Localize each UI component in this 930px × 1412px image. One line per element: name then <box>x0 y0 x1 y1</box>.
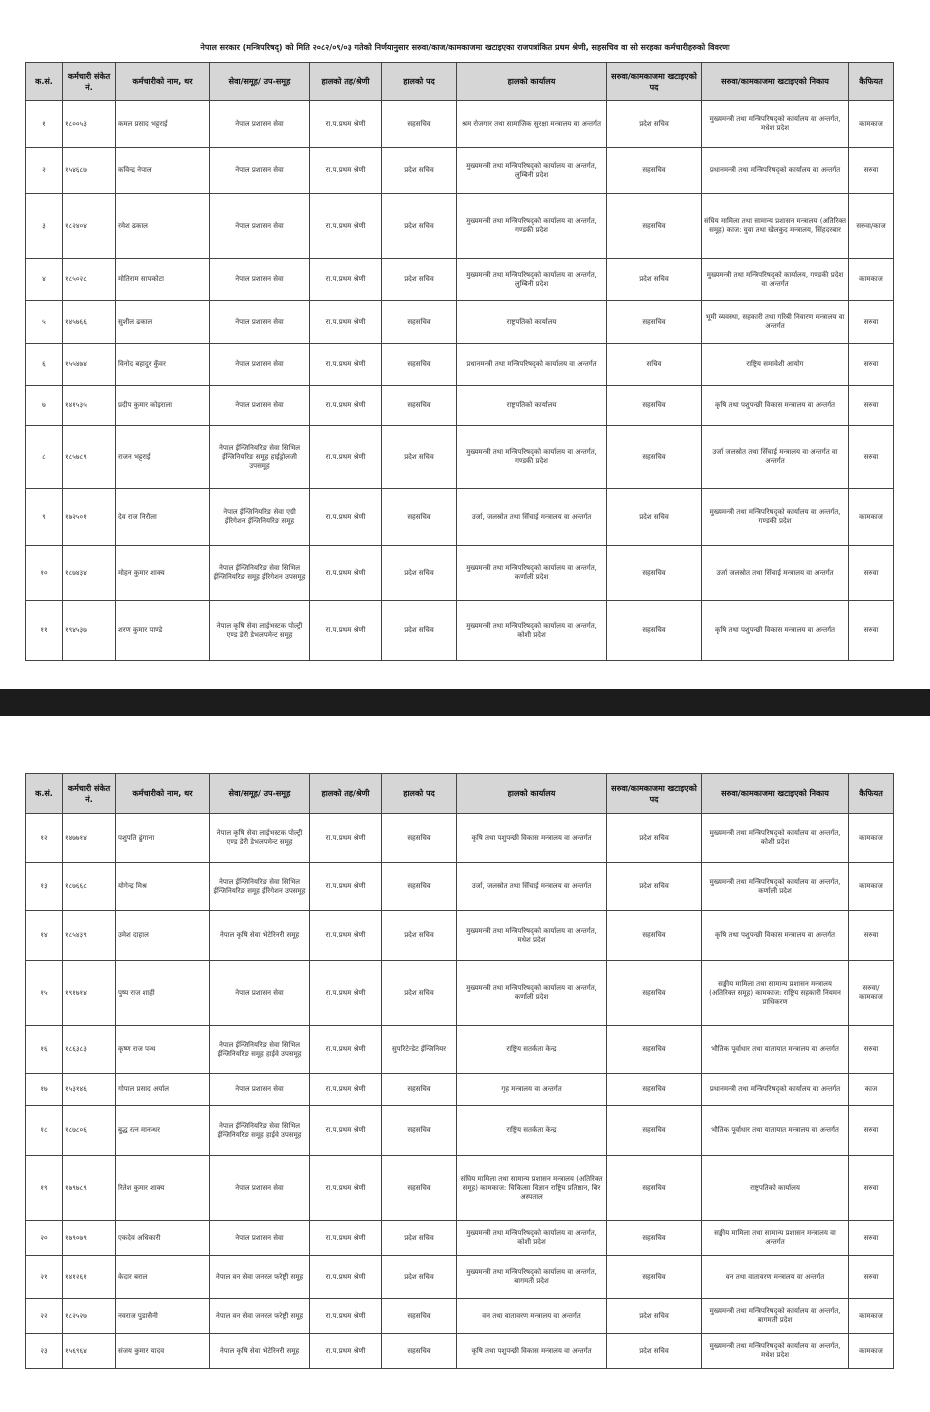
cell-current-office: मुख्यमन्त्री तथा मन्त्रिपरिषद्को कार्यालय वा अन्तर्गत, कर्णाली प्रदेश <box>457 546 607 601</box>
cell-remarks: सरुवा <box>849 426 894 489</box>
cell-current-level: रा.प.प्रथम श्रेणी <box>310 1074 382 1106</box>
table-row <box>26 961 894 1026</box>
cell-employee-code: १८७८०६ <box>63 1106 116 1156</box>
cell-current-level: रा.प.प्रथम श्रेणी <box>310 301 382 344</box>
cell-employee-code: १८५०२८ <box>63 259 116 301</box>
cell-employee-name: पुष्प राज शाही <box>116 961 210 1026</box>
cell-service-group: नेपाल ईन्जिनियरिङ सेवा सिभिल ईन्जिनियरिङ समूह हाईवे उपसमूह <box>210 1106 310 1156</box>
header-row <box>26 63 894 101</box>
cell-remarks: सरुवा <box>849 344 894 386</box>
cell-service-group: नेपाल प्रशासन सेवा <box>210 1074 310 1106</box>
cell-current-office: मुख्यमन्त्री तथा मन्त्रिपरिषद्को कार्यालय वा अन्तर्गत, गण्डकी प्रदेश <box>457 426 607 489</box>
cell-current-post: सहसचिव <box>382 489 457 546</box>
cell-current-office: गृह मन्त्रालय वा अन्तर्गत <box>457 1074 607 1106</box>
cell-assigned-office: उर्जा जलस्रोत तथा सिँचाई मन्त्रालय वा अन्तर्गत वा अन्तर्गत <box>702 426 849 489</box>
cell-remarks: सरुवा <box>849 148 894 194</box>
cell-employee-code: १४१५३५ <box>63 386 116 426</box>
transfer-table-page-2 <box>25 773 894 1369</box>
cell-employee-name: कृष्ण राज पन्थ <box>116 1026 210 1074</box>
table-row <box>26 386 894 426</box>
cell-current-level: रा.प.प्रथम श्रेणी <box>310 1221 382 1256</box>
cell-assigned-office: सङ्घीय मामिला तथा सामान्य प्रशासन मन्त्रालय वा अन्तर्गत <box>702 1221 849 1256</box>
table-row <box>26 301 894 344</box>
cell-current-post: सहसचिव <box>382 814 457 863</box>
cell-remarks: कामकाज <box>849 863 894 911</box>
cell-assigned-post: सहसचिव <box>607 1106 702 1156</box>
cell-current-office: मुख्यमन्त्री तथा मन्त्रिपरिषद्को कार्यालय वा अन्तर्गत, कर्णाली प्रदेश <box>457 961 607 1026</box>
cell-current-office: मुख्यमन्त्री तथा मन्त्रिपरिषद्को कार्यालय वा अन्तर्गत, कोशी प्रदेश <box>457 601 607 661</box>
table-row <box>26 344 894 386</box>
cell-service-group: नेपाल वन सेवा जनरल फरेष्ट्री समूह <box>210 1299 310 1334</box>
cell-employee-code: १९१७१४ <box>63 961 116 1026</box>
cell-current-office: कृषि तथा पशुपन्छी विकास मन्त्रालय वा अन्तर्गत <box>457 1334 607 1369</box>
cell-serial-number: ५ <box>26 301 63 344</box>
cell-current-level: रा.प.प्रथम श्रेणी <box>310 489 382 546</box>
cell-remarks: काज <box>849 1074 894 1106</box>
cell-service-group: नेपाल प्रशासन सेवा <box>210 101 310 148</box>
cell-assigned-post: प्रदेश सचिव <box>607 1334 702 1369</box>
cell-employee-name: सुशील ढकाल <box>116 301 210 344</box>
column-header-current-office: हालको कार्यालय <box>457 774 607 814</box>
cell-service-group: नेपाल प्रशासन सेवा <box>210 194 310 259</box>
cell-assigned-office: प्रधानमन्त्री तथा मन्त्रिपरिषद्को कार्यालय वा अन्तर्गत <box>702 1074 849 1106</box>
cell-assigned-post: सहसचिव <box>607 1256 702 1299</box>
cell-employee-name: विनोद बहादुर कुँवर <box>116 344 210 386</box>
cell-employee-name: रितेश कुमार शाक्य <box>116 1156 210 1221</box>
cell-employee-code: १४५७६६ <box>63 301 116 344</box>
cell-current-level: रा.प.प्रथम श्रेणी <box>310 814 382 863</box>
cell-service-group: नेपाल ईन्जिनियरिङ सेवा सिभिल ईन्जिनियरिङ समूह ईरिगेशन उपसमूह <box>210 863 310 911</box>
cell-current-post: सहसचिव <box>382 863 457 911</box>
cell-employee-name: एकदेव अधिकारी <box>116 1221 210 1256</box>
cell-assigned-post: सचिव <box>607 344 702 386</box>
cell-current-post: प्रदेश सचिव <box>382 194 457 259</box>
cell-current-level: रा.प.प्रथम श्रेणी <box>310 1106 382 1156</box>
cell-current-post: सहसचिव <box>382 344 457 386</box>
cell-serial-number: ६ <box>26 344 63 386</box>
cell-serial-number: १४ <box>26 911 63 961</box>
table-row <box>26 911 894 961</box>
cell-employee-code: १४१२६१ <box>63 1256 116 1299</box>
cell-remarks: सरुवा <box>849 1106 894 1156</box>
cell-employee-name: नवराज पुडासैनी <box>116 1299 210 1334</box>
column-header-current-level: हालको तह/श्रेणी <box>310 63 382 101</box>
cell-employee-code: १८७६६८ <box>63 863 116 911</box>
cell-current-post: सहसचिव <box>382 1156 457 1221</box>
document-title: नेपाल सरकार (मन्त्रिपरिषद्) को मिति २०८२/०९/०३ गतेको निर्णयानुसार सरुवा/काज/कामकाजमा खटाइएका राजपत्रांकित प्रथम श्रेणी, सहसचिव वा सो सरहका कर्मचारीहरुको विवरणः <box>200 43 730 52</box>
cell-assigned-office: कृषि तथा पशुपन्छी विकास मन्त्रालय वा अन्तर्गत <box>702 911 849 961</box>
cell-remarks: सरुवा/काज <box>849 194 894 259</box>
cell-remarks: सरुवा <box>849 1221 894 1256</box>
cell-current-office: मुख्यमन्त्री तथा मन्त्रिपरिषद्को कार्यालय वा अन्तर्गत, लुम्बिनी प्रदेश <box>457 148 607 194</box>
cell-assigned-office: मुख्यमन्त्री तथा मन्त्रिपरिषद्को कार्यालय वा अन्तर्गत, गण्डकी प्रदेश <box>702 489 849 546</box>
cell-employee-name: पशुपति ढुंगाना <box>116 814 210 863</box>
cell-serial-number: ८ <box>26 426 63 489</box>
cell-assigned-post: प्रदेश सचिव <box>607 101 702 148</box>
cell-serial-number: ११ <box>26 601 63 661</box>
cell-assigned-post: प्रदेश सचिव <box>607 1299 702 1334</box>
table-row <box>26 1256 894 1299</box>
cell-serial-number: ४ <box>26 259 63 301</box>
cell-current-level: रा.प.प्रथम श्रेणी <box>310 194 382 259</box>
cell-employee-code: १४७७१४ <box>63 814 116 863</box>
cell-assigned-office: मुख्यमन्त्री तथा मन्त्रिपरिषद्को कार्यालय वा अन्तर्गत, कोशी प्रदेश <box>702 814 849 863</box>
cell-assigned-office: मुख्यमन्त्री तथा मन्त्रिपरिषद्को कार्यालय वा अन्तर्गत, बागमती प्रदेश <box>702 1299 849 1334</box>
cell-current-office: राष्ट्रपतिको कार्यालय <box>457 301 607 344</box>
cell-service-group: नेपाल प्रशासन सेवा <box>210 148 310 194</box>
cell-current-level: रा.प.प्रथम श्रेणी <box>310 1156 382 1221</box>
cell-remarks: कामकाज <box>849 259 894 301</box>
cell-service-group: नेपाल कृषि सेवा भेटेरिनरी समूह <box>210 1334 310 1369</box>
cell-current-post: सहसचिव <box>382 1299 457 1334</box>
column-header-remarks: कैफियत <box>849 63 894 101</box>
cell-assigned-office: भौतिक पूर्वाधार तथा यातायात मन्त्रालय वा अन्तर्गत <box>702 1026 849 1074</box>
cell-current-level: रा.प.प्रथम श्रेणी <box>310 546 382 601</box>
cell-current-post: प्रदेश सचिव <box>382 1256 457 1299</box>
cell-serial-number: १६ <box>26 1026 63 1074</box>
cell-current-level: रा.प.प्रथम श्रेणी <box>310 1299 382 1334</box>
page-separator <box>0 689 930 716</box>
cell-employee-code: १५३१४६ <box>63 1074 116 1106</box>
cell-remarks: कामकाज <box>849 489 894 546</box>
column-header-service-group: सेवा/समूह/ उप-समूह <box>210 63 310 101</box>
cell-employee-name: कविन्द्र नेपाल <box>116 148 210 194</box>
cell-current-office: प्रधानमन्त्री तथा मन्त्रिपरिषद्को कार्यालय वा अन्तर्गत <box>457 344 607 386</box>
cell-remarks: सरुवा <box>849 301 894 344</box>
cell-employee-name: देव राज निरौला <box>116 489 210 546</box>
cell-employee-code: १७९०७९ <box>63 1221 116 1256</box>
column-header-remarks: कैफियत <box>849 774 894 814</box>
cell-serial-number: १० <box>26 546 63 601</box>
cell-assigned-office: कृषि तथा पशुपन्छी विकास मन्त्रालय वा अन्तर्गत <box>702 386 849 426</box>
cell-current-post: सहसचिव <box>382 101 457 148</box>
table-row <box>26 1156 894 1221</box>
cell-current-level: रा.प.प्रथम श्रेणी <box>310 426 382 489</box>
cell-current-level: रा.प.प्रथम श्रेणी <box>310 911 382 961</box>
cell-serial-number: १५ <box>26 961 63 1026</box>
cell-assigned-office: मुख्यमन्त्री तथा मन्त्रिपरिषद्को कार्यालय, गण्डकी प्रदेश वा अन्तर्गत <box>702 259 849 301</box>
cell-current-post: सहसचिव <box>382 1106 457 1156</box>
cell-assigned-office: कृषि तथा पशुपन्छी विकास मन्त्रालय वा अन्तर्गत <box>702 601 849 661</box>
cell-employee-name: केदार बराल <box>116 1256 210 1299</box>
cell-service-group: नेपाल कृषि सेवा भेटेरिनरी समूह <box>210 911 310 961</box>
table-row <box>26 259 894 301</box>
cell-employee-code: १९४५३७ <box>63 601 116 661</box>
cell-serial-number: १८ <box>26 1106 63 1156</box>
cell-assigned-office: संघिय मामिला तथा सामान्य प्रशासन मन्त्रालय (अतिरिक्त समूह) काज: युवा तथा खेलकुद मन्त्रालय, सिंहदरबार <box>702 194 849 259</box>
cell-current-office: वन तथा वातावरण मन्त्रालय वा अन्तर्गत <box>457 1299 607 1334</box>
transfer-table-page-1 <box>25 62 894 661</box>
cell-current-office: मुख्यमन्त्री तथा मन्त्रिपरिषद्को कार्यालय वा अन्तर्गत, गण्डकी प्रदेश <box>457 194 607 259</box>
cell-employee-name: मोतिराम सापकोटा <box>116 259 210 301</box>
cell-service-group: नेपाल ईन्जिनियरिङ सेवा सिभिल ईन्जिनियरिङ समूह हाईवे उपसमूह <box>210 1026 310 1074</box>
cell-remarks: सरुवा <box>849 546 894 601</box>
cell-assigned-post: सहसचिव <box>607 301 702 344</box>
cell-assigned-post: सहसचिव <box>607 601 702 661</box>
column-header-current-post: हालको पद <box>382 774 457 814</box>
cell-employee-name: रमेश ढकाल <box>116 194 210 259</box>
cell-remarks: सरुवा <box>849 1256 894 1299</box>
cell-assigned-post: प्रदेश सचिव <box>607 489 702 546</box>
table-row <box>26 194 894 259</box>
table-row <box>26 1026 894 1074</box>
cell-service-group: नेपाल ईन्जिनियरिङ सेवा एग्री ईरिगेशन ईन्जिनियरिङ समूह <box>210 489 310 546</box>
cell-current-level: रा.प.प्रथम श्रेणी <box>310 259 382 301</box>
cell-service-group: नेपाल वन सेवा जनरल फरेष्ट्री समूह <box>210 1256 310 1299</box>
cell-employee-code: १८२४०४ <box>63 194 116 259</box>
cell-service-group: नेपाल प्रशासन सेवा <box>210 301 310 344</box>
cell-current-post: सहसचिव <box>382 301 457 344</box>
column-header-assigned-office: सरुवा/कामकाजमा खटाइएको निकाय <box>702 63 849 101</box>
cell-employee-name: उमेश दाहाल <box>116 911 210 961</box>
cell-employee-code: १८७४३४ <box>63 546 116 601</box>
cell-service-group: नेपाल प्रशासन सेवा <box>210 259 310 301</box>
cell-current-office: कृषि तथा पशुपन्छी विकास मन्त्रालय वा अन्तर्गत <box>457 814 607 863</box>
cell-assigned-post: सहसचिव <box>607 1156 702 1221</box>
cell-current-level: रा.प.प्रथम श्रेणी <box>310 1334 382 1369</box>
cell-service-group: नेपाल प्रशासन सेवा <box>210 961 310 1026</box>
cell-employee-name: राजन भट्टराई <box>116 426 210 489</box>
column-header-current-post: हालको पद <box>382 63 457 101</box>
table-row <box>26 814 894 863</box>
cell-serial-number: २ <box>26 148 63 194</box>
cell-current-office: मुख्यमन्त्री तथा मन्त्रिपरिषद्को कार्यालय वा अन्तर्गत, कोशी प्रदेश <box>457 1221 607 1256</box>
column-header-serial-number: क.सं. <box>26 63 63 101</box>
cell-employee-name: संजय कुमार यादव <box>116 1334 210 1369</box>
cell-service-group: नेपाल प्रशासन सेवा <box>210 1221 310 1256</box>
column-header-assigned-office: सरुवा/कामकाजमा खटाइएको निकाय <box>702 774 849 814</box>
cell-current-post: सहसचिव <box>382 1074 457 1106</box>
cell-employee-name: कमल प्रसाद भट्टराई <box>116 101 210 148</box>
cell-employee-code: १८००५३ <box>63 101 116 148</box>
cell-serial-number: १९ <box>26 1156 63 1221</box>
table-row <box>26 101 894 148</box>
cell-assigned-post: सहसचिव <box>607 1074 702 1106</box>
cell-employee-code: १८२५२७ <box>63 1299 116 1334</box>
column-header-service-group: सेवा/समूह/ उप-समूह <box>210 774 310 814</box>
cell-current-office: राष्ट्रपतिको कार्यालय <box>457 386 607 426</box>
cell-current-office: उर्जा, जलस्रोत तथा सिँचाई मन्त्रालय वा अन्तर्गत <box>457 489 607 546</box>
cell-current-level: रा.प.प्रथम श्रेणी <box>310 961 382 1026</box>
cell-remarks: सरुवा <box>849 1156 894 1221</box>
cell-remarks: सरुवा <box>849 1026 894 1074</box>
cell-assigned-post: सहसचिव <box>607 911 702 961</box>
cell-employee-name: योगेन्द्र मिश्र <box>116 863 210 911</box>
column-header-assigned-post: सरुवा/कामकाजमा खटाइएको पद <box>607 63 702 101</box>
cell-service-group: नेपाल ईन्जिनियरिङ सेवा सिभिल ईन्जिनियरिङ समूह ईरिगेशन उपसमूह <box>210 546 310 601</box>
cell-assigned-office: प्रधानमन्त्री तथा मन्त्रिपरिषद्को कार्यालय वा अन्तर्गत <box>702 148 849 194</box>
cell-employee-code: १५६९६४ <box>63 1334 116 1369</box>
cell-employee-code: १५५४७४ <box>63 344 116 386</box>
cell-current-post: सहसचिव <box>382 386 457 426</box>
cell-assigned-post: प्रदेश सचिव <box>607 814 702 863</box>
cell-serial-number: २१ <box>26 1256 63 1299</box>
cell-serial-number: २२ <box>26 1299 63 1334</box>
column-header-employee-code: कर्मचारी संकेत नं. <box>63 63 116 101</box>
cell-current-post: प्रदेश सचिव <box>382 911 457 961</box>
table-row <box>26 1106 894 1156</box>
cell-assigned-office: राष्ट्रपतिको कार्यालय <box>702 1156 849 1221</box>
cell-assigned-office: मुख्यमन्त्री तथा मन्त्रिपरिषद्को कार्यालय वा अन्तर्गत, मधेश प्रदेश <box>702 1334 849 1369</box>
cell-assigned-post: सहसचिव <box>607 426 702 489</box>
cell-current-post: सहसचिव <box>382 1334 457 1369</box>
cell-remarks: सरुवा <box>849 601 894 661</box>
cell-assigned-post: सहसचिव <box>607 194 702 259</box>
cell-employee-code: १८५७८९ <box>63 426 116 489</box>
cell-current-office: मुख्यमन्त्री तथा मन्त्रिपरिषद्को कार्यालय वा अन्तर्गत, मधेश प्रदेश <box>457 911 607 961</box>
cell-serial-number: ९ <box>26 489 63 546</box>
cell-current-office: मुख्यमन्त्री तथा मन्त्रिपरिषद्को कार्यालय वा अन्तर्गत, लुम्बिनी प्रदेश <box>457 259 607 301</box>
cell-serial-number: १७ <box>26 1074 63 1106</box>
cell-current-office: राष्ट्रिय सतर्कता केन्द्र <box>457 1106 607 1156</box>
cell-current-office: संघिय मामिला तथा सामान्य प्रशासन मन्त्रालय (अतिरिक्त समूह) कामकाज: चिकित्सा विज्ञान राष्ट्रिय प्रतिष्ठान, बिर अस्पताल <box>457 1156 607 1221</box>
header-row <box>26 774 894 814</box>
cell-service-group: नेपाल कृषि सेवा लाईभस्टक पोल्ट्री एण्ड डेरी डेभलपमेन्ट समूह <box>210 601 310 661</box>
column-header-serial-number: क.सं. <box>26 774 63 814</box>
cell-current-post: प्रदेश सचिव <box>382 601 457 661</box>
cell-serial-number: ३ <box>26 194 63 259</box>
cell-service-group: नेपाल प्रशासन सेवा <box>210 386 310 426</box>
cell-employee-name: शरण कुमार पाण्डे <box>116 601 210 661</box>
table-row <box>26 601 894 661</box>
cell-assigned-office: राष्ट्रिय समावेशी आयोग <box>702 344 849 386</box>
table-row <box>26 1299 894 1334</box>
cell-current-level: रा.प.प्रथम श्रेणी <box>310 601 382 661</box>
cell-assigned-office: मुख्यमन्त्री तथा मन्त्रिपरिषद्को कार्यालय वा अन्तर्गत, कर्णाली प्रदेश <box>702 863 849 911</box>
cell-current-post: प्रदेश सचिव <box>382 546 457 601</box>
cell-assigned-office: वन तथा वातावरण मन्त्रालय वा अन्तर्गत <box>702 1256 849 1299</box>
cell-remarks: कामकाज <box>849 1334 894 1369</box>
cell-assigned-post: सहसचिव <box>607 546 702 601</box>
cell-serial-number: १२ <box>26 814 63 863</box>
cell-assigned-office: मुख्यमन्त्री तथा मन्त्रिपरिषद्को कार्यालय वा अन्तर्गत, मधेश प्रदेश <box>702 101 849 148</box>
cell-serial-number: २३ <box>26 1334 63 1369</box>
cell-current-level: रा.प.प्रथम श्रेणी <box>310 863 382 911</box>
cell-current-office: राष्ट्रिय सतर्कता केन्द्र <box>457 1026 607 1074</box>
cell-current-office: मुख्यमन्त्री तथा मन्त्रिपरिषद्को कार्यालय वा अन्तर्गत, बागमती प्रदेश <box>457 1256 607 1299</box>
cell-current-post: प्रदेश सचिव <box>382 259 457 301</box>
cell-employee-name: बुद्ध रत्न मानन्धर <box>116 1106 210 1156</box>
cell-serial-number: १ <box>26 101 63 148</box>
cell-remarks: सरुवा <box>849 911 894 961</box>
cell-serial-number: ७ <box>26 386 63 426</box>
cell-assigned-office: भौतिक पूर्वाधार तथा यातायात मन्त्रालय वा अन्तर्गत <box>702 1106 849 1156</box>
cell-employee-code: १८६३८३ <box>63 1026 116 1074</box>
column-header-current-office: हालको कार्यालय <box>457 63 607 101</box>
cell-service-group: नेपाल ईन्जिनियरिङ सेवा सिभिल ईन्जिनियरिङ समूह हाईड्रोलजी उपसमूह <box>210 426 310 489</box>
cell-remarks: कामकाज <box>849 101 894 148</box>
cell-current-level: रा.प.प्रथम श्रेणी <box>310 1026 382 1074</box>
cell-assigned-office: उर्जा जलस्रोत तथा सिँचाई मन्त्रालय वा अन्तर्गत <box>702 546 849 601</box>
cell-employee-name: प्रदीप कुमार कोइराला <box>116 386 210 426</box>
cell-service-group: नेपाल प्रशासन सेवा <box>210 344 310 386</box>
cell-assigned-office: भूमी व्यवस्था, सहकारी तथा गरिबी निवारण मन्त्रालय वा अन्तर्गत <box>702 301 849 344</box>
cell-current-level: रा.प.प्रथम श्रेणी <box>310 344 382 386</box>
cell-remarks: कामकाज <box>849 1299 894 1334</box>
cell-remarks: कामकाज <box>849 814 894 863</box>
cell-remarks: सरुवा/कामकाज <box>849 961 894 1026</box>
cell-current-office: उर्जा, जलस्रोत तथा सिँचाई मन्त्रालय वा अन्तर्गत <box>457 863 607 911</box>
cell-current-level: रा.प.प्रथम श्रेणी <box>310 1256 382 1299</box>
cell-employee-code: १७९७८९ <box>63 1156 116 1221</box>
cell-current-post: सुपरिटेन्डेट ईन्जिनियर <box>382 1026 457 1074</box>
cell-assigned-post: प्रदेश सचिव <box>607 259 702 301</box>
column-header-employee-name: कर्मचारीको नाम, थर <box>116 63 210 101</box>
table-row <box>26 1074 894 1106</box>
cell-employee-name: मोहन कुमार शाक्य <box>116 546 210 601</box>
cell-current-level: रा.प.प्रथम श्रेणी <box>310 386 382 426</box>
cell-assigned-post: सहसचिव <box>607 1221 702 1256</box>
cell-serial-number: २० <box>26 1221 63 1256</box>
cell-assigned-post: सहसचिव <box>607 386 702 426</box>
cell-current-office: श्रम रोजगार तथा सामाजिक सुरक्षा मन्त्रालय वा अन्तर्गत <box>457 101 607 148</box>
cell-assigned-post: सहसचिव <box>607 148 702 194</box>
cell-current-level: रा.प.प्रथम श्रेणी <box>310 148 382 194</box>
cell-service-group: नेपाल प्रशासन सेवा <box>210 1156 310 1221</box>
column-header-employee-code: कर्मचारी संकेत नं. <box>63 774 116 814</box>
cell-employee-code: १५४६८७ <box>63 148 116 194</box>
cell-current-post: प्रदेश सचिव <box>382 961 457 1026</box>
cell-service-group: नेपाल कृषि सेवा लाईभस्टक पोल्ट्री एण्ड डेरी डेभलपमेन्ट समूह <box>210 814 310 863</box>
cell-remarks: सरुवा <box>849 386 894 426</box>
cell-assigned-post: प्रदेश सचिव <box>607 863 702 911</box>
column-header-employee-name: कर्मचारीको नाम, थर <box>116 774 210 814</box>
table-row <box>26 148 894 194</box>
table-row <box>26 863 894 911</box>
cell-employee-code: १८५४३९ <box>63 911 116 961</box>
cell-current-level: रा.प.प्रथम श्रेणी <box>310 101 382 148</box>
cell-current-post: प्रदेश सचिव <box>382 148 457 194</box>
cell-serial-number: १३ <box>26 863 63 911</box>
table-row <box>26 1334 894 1369</box>
cell-current-post: प्रदेश सचिव <box>382 1221 457 1256</box>
table-row <box>26 1221 894 1256</box>
cell-employee-code: १७२५०१ <box>63 489 116 546</box>
cell-assigned-post: सहसचिव <box>607 1026 702 1074</box>
column-header-assigned-post: सरुवा/कामकाजमा खटाइएको पद <box>607 774 702 814</box>
cell-assigned-post: सहसचिव <box>607 961 702 1026</box>
cell-current-post: प्रदेश सचिव <box>382 426 457 489</box>
table-row <box>26 426 894 489</box>
table-row <box>26 489 894 546</box>
table-row <box>26 546 894 601</box>
column-header-current-level: हालको तह/श्रेणी <box>310 774 382 814</box>
cell-employee-name: गोपाल प्रसाद अर्याल <box>116 1074 210 1106</box>
cell-assigned-office: सङ्घीय मामिला तथा सामान्य प्रशासन मन्त्रालय (अतिरिक्त समूह) कामकाज: राष्ट्रिय सहकारी नियमन प्राधिकरण <box>702 961 849 1026</box>
